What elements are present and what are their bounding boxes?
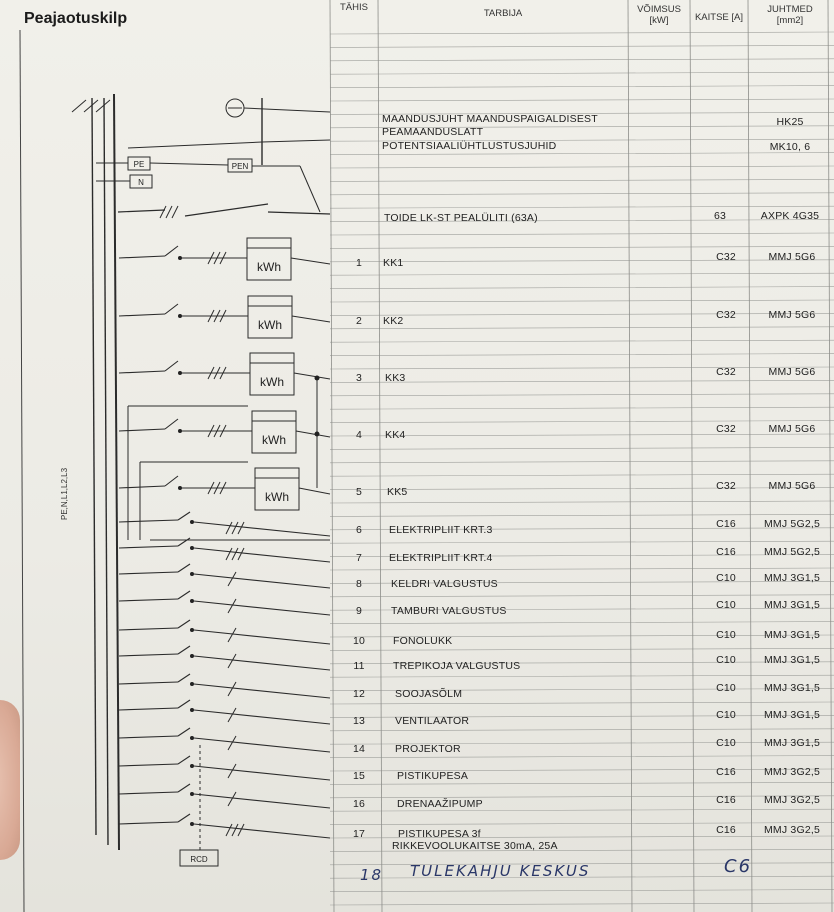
table-column-divider xyxy=(628,0,632,912)
rcd-label: RCD xyxy=(190,855,208,864)
info-bonding: POTENTSIAALIÜHTLUSTUSJUHID xyxy=(382,140,557,152)
circuit-name: KK2 xyxy=(383,315,404,327)
circuit-name: SOOJASÕLM xyxy=(395,688,463,700)
table-rule xyxy=(330,447,834,449)
phase-slash xyxy=(228,708,236,722)
circuit-fuse: C32 xyxy=(716,480,736,492)
feeder-line xyxy=(119,314,165,316)
circuit-cable: MMJ 5G6 xyxy=(768,480,816,492)
phase-slash xyxy=(232,824,238,836)
phase-slash xyxy=(238,548,244,560)
circuit-fuse: C16 xyxy=(716,546,736,558)
info-main-earth-bar: PEAMAANDUSLATT xyxy=(382,126,484,138)
circuit-id: 1 xyxy=(355,257,363,269)
header-juhtmed: JUHTMED [mm2] xyxy=(767,4,813,26)
main-switch-slash xyxy=(172,206,178,218)
meter-label: kWh xyxy=(258,318,282,332)
breaker-contact xyxy=(165,304,178,314)
table-rule xyxy=(330,59,834,61)
table-rule xyxy=(330,474,834,476)
table-rule xyxy=(330,45,834,47)
circuit-name: KK1 xyxy=(383,257,404,269)
circuit-cable: MMJ 3G2,5 xyxy=(763,824,821,836)
busbar-l2 xyxy=(104,98,108,845)
breaker-contact xyxy=(178,646,190,654)
branch-line xyxy=(119,546,178,548)
breaker-dot xyxy=(190,736,194,740)
circuit-fuse: C32 xyxy=(716,309,736,321)
breaker-contact xyxy=(165,419,178,429)
breaker-dot xyxy=(178,371,182,375)
info-main-supply: TOIDE LK-ST PEALÜLITI (63A) xyxy=(384,212,538,224)
breaker-dot xyxy=(178,314,182,318)
table-rule xyxy=(330,32,834,34)
table-column-divider xyxy=(330,0,334,912)
circuit-id: 10 xyxy=(352,635,366,647)
table-rule xyxy=(330,327,834,329)
circuit-name: DRENAAŽIPUMP xyxy=(397,798,483,810)
feeder-line xyxy=(119,371,165,373)
branch-line xyxy=(119,822,178,824)
branch-line xyxy=(119,628,178,630)
branch-line xyxy=(119,682,178,684)
page-title: Peajaotuskilp xyxy=(24,10,128,27)
circuit-name: TAMBURI VALGUSTUS xyxy=(391,605,507,617)
bonding-out-line xyxy=(262,140,330,142)
meter-label: kWh xyxy=(265,490,289,504)
circuit-name: PISTIKUPESA xyxy=(397,770,469,782)
circuit-cable: MMJ 3G1,5 xyxy=(763,737,821,749)
feeder-out xyxy=(294,373,330,379)
hand-edge xyxy=(0,700,20,860)
breaker-contact xyxy=(178,512,190,520)
earth-conductor-line xyxy=(244,108,330,112)
breaker-dot xyxy=(190,546,194,550)
breaker-dot xyxy=(190,520,194,524)
breaker-dot xyxy=(190,654,194,658)
circuit-name: KK5 xyxy=(387,486,408,498)
circuit-id: 14 xyxy=(352,743,366,755)
table-rule xyxy=(330,890,834,892)
info-main-supply-fuse: 63 xyxy=(713,210,727,222)
feeder-out xyxy=(292,316,330,322)
table-rule xyxy=(330,394,834,396)
circuit-cable: MMJ 5G2,5 xyxy=(763,518,821,530)
circuit-cable: MMJ 3G1,5 xyxy=(763,709,821,721)
feeder-out xyxy=(291,258,330,264)
table-rule xyxy=(330,233,834,235)
table-rule xyxy=(330,675,834,677)
circuit-cable: MMJ 5G6 xyxy=(768,251,816,263)
branch-out xyxy=(194,656,330,670)
circuit-fuse: C32 xyxy=(716,366,736,378)
breaker-dot xyxy=(190,572,194,576)
circuit-fuse: C16 xyxy=(716,518,736,530)
branch-out xyxy=(194,548,330,562)
table-rule xyxy=(330,756,834,758)
circuit-cable: MMJ 3G1,5 xyxy=(763,654,821,666)
circuit-cable: MMJ 5G6 xyxy=(768,309,816,321)
bus-slash xyxy=(72,100,86,112)
table-rule xyxy=(330,702,834,704)
feeder-line xyxy=(119,486,165,488)
breaker-contact xyxy=(178,538,190,546)
table-rule xyxy=(330,568,834,570)
table-rule xyxy=(330,354,834,356)
main-switch-blade xyxy=(185,204,268,216)
phase-slash xyxy=(228,682,236,696)
circuit-id: 2 xyxy=(355,315,363,327)
info-main-earth-bar-cable: HK25 xyxy=(776,116,804,128)
table-rule xyxy=(330,193,834,195)
main-switch-out xyxy=(268,212,330,214)
circuit-fuse: C10 xyxy=(716,629,736,641)
table-column-divider xyxy=(690,0,694,912)
circuit-id: 7 xyxy=(355,552,363,564)
circuit-fuse: C10 xyxy=(716,599,736,611)
phase-slash xyxy=(232,548,238,560)
branch-out xyxy=(194,710,330,724)
circuit-cable: MMJ 5G6 xyxy=(768,423,816,435)
branch-out xyxy=(194,766,330,780)
phase-slash xyxy=(228,792,236,806)
breaker-contact xyxy=(178,591,190,599)
breaker-dot xyxy=(178,429,182,433)
pe-label: PE xyxy=(133,160,145,169)
phase-slash xyxy=(238,522,244,534)
circuit-id: 13 xyxy=(352,715,366,727)
circuit-name: FONOLUKK xyxy=(393,635,453,647)
main-switch-line xyxy=(118,210,165,212)
breaker-dot xyxy=(190,822,194,826)
branch-out xyxy=(194,738,330,752)
table-rule xyxy=(330,179,834,181)
circuit-fuse: C16 xyxy=(716,766,736,778)
phase-slash xyxy=(232,522,238,534)
circuit-id: 3 xyxy=(355,372,363,384)
table-rule xyxy=(330,622,834,624)
circuit-id: 11 xyxy=(353,660,365,672)
breaker-contact xyxy=(165,476,178,486)
circuit-fuse: C32 xyxy=(716,251,736,263)
circuit-name: ELEKTRIPLIIT KRT.4 xyxy=(389,552,493,564)
table-rule xyxy=(330,514,834,516)
phase-slash xyxy=(238,824,244,836)
breaker-dot xyxy=(178,256,182,260)
circuit-fuse: C10 xyxy=(716,709,736,721)
circuit-fuse: C10 xyxy=(716,572,736,584)
breaker-dot xyxy=(190,628,194,632)
table-rule xyxy=(330,246,834,248)
branch-line xyxy=(119,572,178,574)
header-kaitse: KAITSE [A] xyxy=(694,12,744,23)
table-rule xyxy=(330,903,834,905)
bus-slash xyxy=(84,100,98,112)
pen-label: PEN xyxy=(231,162,249,171)
header-tarbija: TARBIJA xyxy=(483,8,523,19)
feeder-line xyxy=(119,256,165,258)
phase-slash xyxy=(226,548,232,560)
handwritten-name: TULEKAHJU KESKUS xyxy=(410,862,591,880)
circuit-name: KK4 xyxy=(385,429,406,441)
branch-line xyxy=(119,708,178,710)
main-switch-slash xyxy=(166,206,172,218)
circuit-id: 12 xyxy=(352,688,366,700)
table-rule xyxy=(330,72,834,74)
circuit-name: KELDRI VALGUSTUS xyxy=(391,578,498,590)
circuit-cable: MMJ 3G2,5 xyxy=(763,766,821,778)
branch-line xyxy=(119,792,178,794)
table-rule xyxy=(330,541,834,543)
pen-drop xyxy=(300,166,320,212)
phase-slash xyxy=(226,522,232,534)
table-rule xyxy=(330,595,834,597)
breaker-contact xyxy=(178,728,190,736)
breaker-contact xyxy=(178,814,190,822)
circuit-name: KK3 xyxy=(385,372,406,384)
circuit-cable: MMJ 3G1,5 xyxy=(763,572,821,584)
breaker-contact xyxy=(178,700,190,708)
header-tahis: TÄHIS xyxy=(340,2,368,13)
branch-line xyxy=(119,654,178,656)
table-rule xyxy=(330,648,834,650)
breaker-dot xyxy=(190,708,194,712)
branch-out xyxy=(194,522,330,536)
table-rule xyxy=(330,300,834,302)
circuit-fuse: C10 xyxy=(716,737,736,749)
table-rule xyxy=(330,99,834,101)
meter-label: kWh xyxy=(262,433,286,447)
pe-to-pen xyxy=(150,163,228,165)
branch-line xyxy=(119,764,178,766)
phase-slash xyxy=(228,572,236,586)
phase-slash xyxy=(226,824,232,836)
branch-out xyxy=(194,794,330,808)
breaker-contact xyxy=(165,246,178,256)
junction-dot xyxy=(315,432,320,437)
branch-out xyxy=(194,630,330,644)
circuit-id: 4 xyxy=(355,429,363,441)
info-earth-conductor: MAANDUSJUHT MAANDUSPAIGALDISEST xyxy=(382,113,598,125)
phase-slash xyxy=(228,628,236,642)
branch-out xyxy=(194,574,330,588)
breaker-contact xyxy=(178,784,190,792)
phase-slash xyxy=(228,764,236,778)
handwritten-id: 18 xyxy=(360,866,384,884)
table-rule xyxy=(330,407,834,409)
breaker-dot xyxy=(190,764,194,768)
circuit-cable: MMJ 3G1,5 xyxy=(763,629,821,641)
busbar-l1 xyxy=(92,98,96,835)
breaker-contact xyxy=(165,361,178,371)
info-main-supply-cable: AXPK 4G35 xyxy=(760,210,820,222)
branch-out xyxy=(194,601,330,615)
circuit-cable: MMJ 3G1,5 xyxy=(763,682,821,694)
circuit-fuse: C32 xyxy=(716,423,736,435)
handwritten-fuse: C6 xyxy=(724,856,753,877)
phase-slash xyxy=(228,599,236,613)
breaker-contact xyxy=(178,620,190,628)
circuit-fuse: C16 xyxy=(716,824,736,836)
breaker-dot xyxy=(190,599,194,603)
table-rule xyxy=(330,501,834,503)
branch-out xyxy=(194,824,330,838)
branch-line xyxy=(119,599,178,601)
circuit-fuse: C10 xyxy=(716,682,736,694)
breaker-contact xyxy=(178,674,190,682)
header-voimsus: VÕIMSUS [kW] xyxy=(637,4,681,26)
table-rule xyxy=(330,206,834,208)
branch-line xyxy=(119,736,178,738)
feeder-line xyxy=(119,429,165,431)
table-rule xyxy=(330,86,834,88)
table-rule xyxy=(330,729,834,731)
meter-label: kWh xyxy=(260,375,284,389)
circuit-cable: MMJ 3G1,5 xyxy=(763,599,821,611)
breaker-dot xyxy=(178,486,182,490)
circuit-cable: MMJ 5G6 xyxy=(768,366,816,378)
table-rule xyxy=(330,287,834,289)
feeder-out xyxy=(296,431,330,437)
table-rule xyxy=(330,380,834,382)
breaker-contact xyxy=(178,564,190,572)
circuit-name: ELEKTRIPLIIT KRT.3 xyxy=(389,524,493,536)
sheet-frame-line xyxy=(20,30,24,912)
phase-slash xyxy=(228,654,236,668)
breaker-contact xyxy=(178,756,190,764)
branch-out xyxy=(194,684,330,698)
n-label: N xyxy=(138,178,144,187)
busbar-l3 xyxy=(114,94,119,850)
breaker-dot xyxy=(190,792,194,796)
circuit-id: 15 xyxy=(352,770,366,782)
circuit-name: PROJEKTOR xyxy=(395,743,461,755)
bus-slash xyxy=(96,100,110,112)
bonding-line xyxy=(128,142,262,148)
info-bonding-cable: MK10, 6 xyxy=(769,141,811,153)
circuit-cable: MMJ 3G2,5 xyxy=(763,794,821,806)
circuit-cable: MMJ 5G2,5 xyxy=(763,546,821,558)
circuit-name: TREPIKOJA VALGUSTUS xyxy=(393,660,521,672)
breaker-dot xyxy=(190,682,194,686)
circuit-id: 8 xyxy=(355,578,363,590)
table-rule xyxy=(330,782,834,784)
meter-label: kWh xyxy=(257,260,281,274)
circuit-id: 17 xyxy=(352,828,366,840)
table-rule xyxy=(330,166,834,168)
bus-label: PE,N,L1,L2,L3 xyxy=(60,467,69,520)
phase-slash xyxy=(228,736,236,750)
junction-dot xyxy=(315,376,320,381)
feeder-out xyxy=(299,488,330,494)
circuit-fuse: C16 xyxy=(716,794,736,806)
main-switch-slash xyxy=(160,206,166,218)
circuit-name: VENTILAATOR xyxy=(395,715,470,727)
circuit-id: 16 xyxy=(352,798,366,810)
circuit-id: 9 xyxy=(355,605,363,617)
table-rule xyxy=(330,461,834,463)
circuit-id: 6 xyxy=(355,524,363,536)
table-rule xyxy=(330,273,834,275)
circuit-note: RIKKEVOOLUKAITSE 30mA, 25A xyxy=(392,840,558,852)
circuit-id: 5 xyxy=(355,486,363,498)
circuit-name: PISTIKUPESA 3f xyxy=(398,828,481,840)
circuit-fuse: C10 xyxy=(716,654,736,666)
table-rule xyxy=(330,340,834,342)
